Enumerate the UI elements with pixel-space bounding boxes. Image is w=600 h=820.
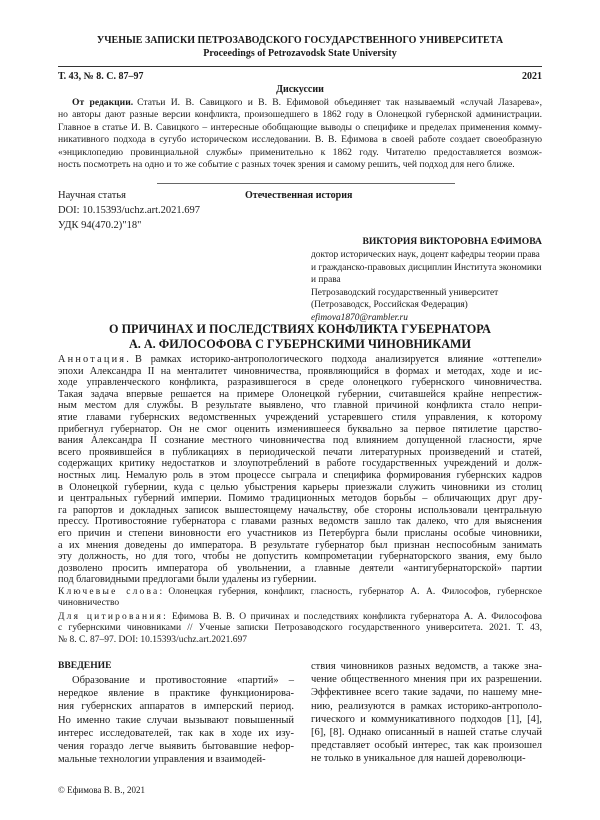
text-line: а их мнения доведены до императора. В результате губернатор был признан неспособным занимать [58, 539, 542, 551]
text-line: Главное в статье И. В. Савицкого – интересные обобщающие выводы о специфике и пределах применения комму- [58, 121, 542, 133]
abstract [58, 354, 542, 586]
text-line: всего проявившейся в публикациях в периодической печати литературных произведений и статей, [58, 446, 542, 458]
text-line: содержащих критику недостатков и злоупотреблений в работе государственных учреждений и долж- [58, 458, 542, 470]
text-line [58, 587, 542, 598]
citation [58, 612, 542, 646]
text-line: ния губернских аппаратов в имперский период. [58, 701, 294, 713]
text-line: доктор исторических наук, доцент кафедры теории права [311, 250, 540, 260]
label: От редакции. [72, 97, 134, 108]
text: Статьи И. В. Савицкого и В. В. Ефимовой объединяет так называемый «случай Лазарева», [137, 97, 543, 108]
text-line [58, 354, 542, 366]
intro-column-left [58, 674, 294, 766]
text-line [58, 97, 542, 109]
header-rule [58, 66, 542, 67]
text-line: гического и коммуникативного подходов [1], [4], [311, 713, 542, 725]
label: Аннотация. [58, 354, 131, 365]
text-line: прессу. Противостояние губернатора с главами разных ведомств зашло так далеко, что для выяснения [58, 516, 542, 528]
article-title-line-1: О ПРИЧИНАХ И ПОСЛЕДСТВИЯХ КОНФЛИКТА ГУБЕРНАТОРА [109, 322, 491, 336]
text-line: ствия чиновников разных ведомств, а также зна- [311, 661, 542, 672]
text-line: Образование и противостояние «партий» – [72, 675, 294, 686]
divider [157, 183, 455, 184]
keywords [58, 587, 542, 610]
text-line [58, 612, 542, 623]
copyright: © Ефимова В. В., 2021 [58, 785, 146, 795]
text-line: (Петрозаводск, Российская Федерация) [311, 300, 468, 311]
text-line: Но именно такие случаи вызывают повышенный [58, 714, 294, 726]
text-line: га рапортов и докладных записок вышестоящему начальству, обе стороны использовали центральную [58, 504, 542, 516]
text: В рамках историко-антропологического подхода анализируется влияние «оттепели» [135, 354, 542, 365]
text-line: ятие главами губернских ведомственных учреждений устаревшего стиля управления, к которому [58, 411, 542, 423]
text-line: но авторы дают разные версии конфликта, произошедшего в 1862 году в Олонецкой губернской администрации. [58, 109, 542, 121]
text-line: с губернскими чиновниками // Ученые записки Петрозаводского государственного университета. 2021. Т. 43, [58, 623, 542, 634]
rubric: Отечественная история [245, 190, 353, 201]
text-line: дозволено просить императора об увольнении, а главные деятели «антигубернаторской» партии [58, 562, 542, 574]
text-line: в Олонецкой губернии, куда с целью убыстрения карьеры приезжали служить чиновники из столиц [58, 481, 542, 493]
text: Ефимова В. В. О причинах и последствиях конфликта губернатора А. А. Философова [171, 612, 542, 622]
label: Для цитирования: [58, 612, 168, 622]
text-line: чение общественного мнения при их разрешении. [311, 674, 542, 686]
text-line: [6], [8]. Однако описанный в нашей статье случай [311, 727, 542, 739]
issue-info: Т. 43, № 8. С. 87–97 [58, 71, 144, 82]
doi[interactable]: DOI: 10.15393/uchz.art.2021.697 [58, 205, 201, 216]
text: Олонецкая губерния, конфликт, гласность, губернатор А. А. Философов, губернское [168, 587, 542, 597]
text-line: ходе управленческого конфликта, разразившегося в среде олонецкого губернского чиновничества. [58, 377, 542, 389]
journal-title: УЧЕНЫЕ ЗАПИСКИ ПЕТРОЗАВОДСКОГО ГОСУДАРСТВЕННОГО УНИВЕРСИТЕТА [96, 35, 504, 46]
article-title-line-2: А. А. ФИЛОСОФОВА С ГУБЕРНСКИМИ ЧИНОВНИКАМИ [128, 337, 472, 351]
author-email[interactable]: efimova1870@rambler.ru [311, 313, 408, 323]
text-line: ность посмотреть на одно и то же событие с разных точек зрения и самому решить, чей подход для него ближе. [58, 159, 515, 171]
text-line: его причин и степени виновности его участников из Петербурга были присланы особые чиновники, [58, 527, 542, 539]
author-affiliation [311, 249, 542, 312]
text-line: интерес исследователей, так как в ходе их изу- [58, 727, 294, 739]
intro-column-right [311, 660, 542, 766]
text-line: вания Александра II сознание местного чиновничества под влиянием допущенной гласности, ярче [58, 435, 542, 447]
text-line: Такая задача впервые решается на примере Олонецкой губернии, считавшейся крайне непрестиж- [58, 388, 542, 400]
section-heading: Дискуссии [276, 84, 324, 95]
text-line: нию, реализуются в рамках историко-антрополо- [311, 700, 542, 712]
text-line: чения гораздо легче выявить бытовавшие нефор- [58, 741, 294, 753]
text-line: эту должность, но для того, чтобы не допустить компрометации губернаторского звания, ему было [58, 551, 542, 563]
text-line: Эффективнее всего такие задачи, по нашему мне- [311, 687, 542, 699]
author-name: ВИКТОРИЯ ВИКТОРОВНА ЕФИМОВА [362, 236, 542, 247]
text-line: ным местом для службы. В результате выявлено, что главной причиной конфликта стало непри- [58, 400, 542, 412]
text-line: и права [311, 275, 341, 286]
text-line: нередкое явление в практике функционирова- [58, 688, 294, 700]
text-line: «энциклопедию провинциальной службы» применительно к 1862 году. Читателю предоставляется возмож- [58, 146, 542, 158]
udc: УДК 94(470.2)"18" [58, 220, 142, 231]
text-line: не только в уникальное для нашей дореволюци- [311, 753, 526, 765]
text-line: и центральных губерний империи. Помимо традиционных методов борьбы – обличающих друг дру- [58, 493, 542, 505]
article-type: Научная статья [58, 190, 126, 201]
text-line: под благовидными предлогами были удалены из губернии. [58, 574, 317, 586]
journal-subtitle: Proceedings of Petrozavodsk State University [203, 48, 397, 59]
editorial-note [58, 97, 542, 171]
intro-heading: ВВЕДЕНИЕ [58, 660, 112, 671]
text-line: никативного подхода в сугубо историческом исследовании. В. В. Ефимова в своей работе создает своеобразную [58, 134, 542, 146]
text-line: Петрозаводский государственный университет [311, 287, 499, 298]
text-line: мальные технологии управления и взаимодей- [58, 754, 266, 766]
text-line: № 8. С. 87–97. DOI: 10.15393/uchz.art.2021.697 [58, 634, 248, 645]
text-line: ностных лиц. Немалую роль в этом процессе сыграла и специфика формирования губернских кадров [58, 469, 542, 481]
label: Ключевые слова: [58, 587, 165, 597]
text-line: эпохи Александра II на менталитет чиновничества, проявляющийся в формах и методах, ходе и ис- [58, 365, 542, 377]
issue-year: 2021 [522, 71, 542, 82]
text-line: представляет особый интерес, так как произошел [311, 740, 542, 752]
text-line: чиновничество [58, 598, 120, 609]
text-line: прибегнул губернатор. Он не смог оценить изменившееся буквально за первое пятилетие царство- [58, 423, 542, 435]
text-line: и гражданско-правовых дисциплин Института экономики [311, 262, 542, 273]
